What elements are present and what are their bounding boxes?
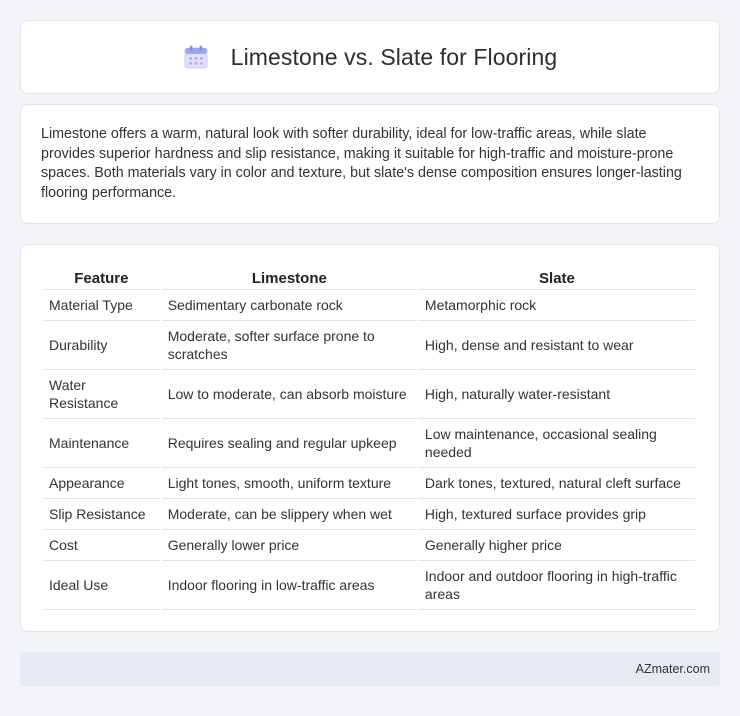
limestone-cell: Requires sealing and regular upkeep — [162, 419, 417, 468]
table-row — [43, 370, 695, 419]
feature-cell: Water Resistance — [43, 370, 160, 419]
table-row — [43, 321, 695, 370]
limestone-cell: Sedimentary carbonate rock — [162, 290, 417, 321]
limestone-cell: Moderate, can be slippery when wet — [162, 499, 417, 530]
calendar-icon — [183, 44, 209, 70]
table-row — [43, 499, 695, 530]
summary-text: Limestone offers a warm, natural look with softer durability, ideal for low-traffic areas, while slate provides superior hardness and slip resistance, making it suitable for high-traffic and moisture-prone spaces. Both materials vary in color and texture, but slate's dense composition ensures longer-lasting flooring performance. — [41, 126, 682, 201]
column-header-slate: Slate — [419, 265, 695, 290]
footer-brand: AZmater.com — [635, 662, 710, 676]
feature-cell: Material Type — [43, 290, 160, 321]
table-header-row — [43, 265, 695, 290]
feature-cell: Durability — [43, 321, 160, 370]
slate-cell: Dark tones, textured, natural cleft surface — [419, 468, 695, 499]
slate-cell: High, textured surface provides grip — [419, 499, 695, 530]
column-header-limestone: Limestone — [162, 265, 417, 290]
slate-cell: Indoor and outdoor flooring in high-traffic areas — [419, 561, 695, 610]
summary-card — [20, 104, 720, 224]
table-row — [43, 419, 695, 468]
title-wrap — [183, 44, 558, 71]
feature-cell: Slip Resistance — [43, 499, 160, 530]
page-title: Limestone vs. Slate for Flooring — [230, 43, 558, 70]
table-row — [43, 530, 695, 561]
title-card — [20, 20, 720, 94]
feature-cell: Cost — [43, 530, 160, 561]
slate-cell: High, naturally water-resistant — [419, 370, 695, 419]
feature-cell: Ideal Use — [43, 561, 160, 610]
feature-cell: Maintenance — [43, 419, 160, 468]
limestone-cell: Low to moderate, can absorb moisture — [162, 370, 417, 419]
slate-cell: Generally higher price — [419, 530, 695, 561]
limestone-cell: Light tones, smooth, uniform texture — [162, 468, 417, 499]
footer-bar — [20, 652, 720, 686]
limestone-cell: Generally lower price — [162, 530, 417, 561]
comparison-table-card — [20, 244, 720, 632]
table-row — [43, 290, 695, 321]
comparison-table — [41, 265, 697, 610]
table-row — [43, 468, 695, 499]
column-header-feature: Feature — [43, 265, 160, 290]
table-row — [43, 561, 695, 610]
slate-cell: High, dense and resistant to wear — [419, 321, 695, 370]
limestone-cell: Moderate, softer surface prone to scratches — [162, 321, 417, 370]
slate-cell: Low maintenance, occasional sealing needed — [419, 419, 695, 468]
slate-cell: Metamorphic rock — [419, 290, 695, 321]
feature-cell: Appearance — [43, 468, 160, 499]
limestone-cell: Indoor flooring in low-traffic areas — [162, 561, 417, 610]
